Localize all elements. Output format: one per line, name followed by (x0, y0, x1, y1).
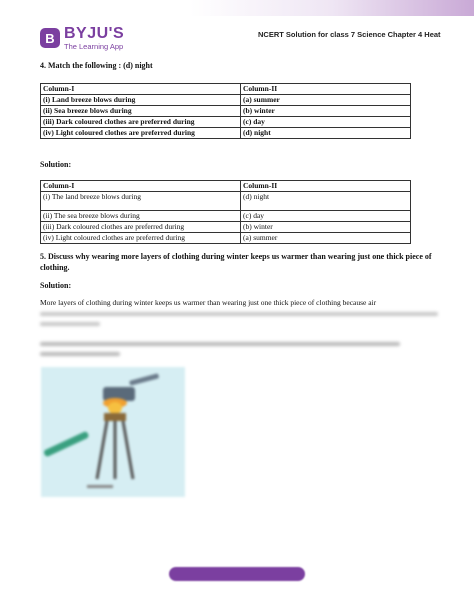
table-header-row (41, 181, 411, 192)
table-row (41, 117, 411, 128)
blurred-text-line (40, 312, 438, 316)
table-row (41, 106, 411, 117)
column-2-header: Column-II (241, 181, 411, 192)
table-cell: (a) summer (241, 95, 411, 106)
table-cell: (iv) Light coloured clothes are preferred during (41, 233, 241, 244)
table-cell: (iv) Light coloured clothes are preferred during (41, 128, 241, 139)
table-row (41, 128, 411, 139)
logo-name: BYJU'S (64, 25, 125, 42)
table-cell: (c) day (241, 211, 411, 222)
table-cell: (i) Land breeze blows during (41, 95, 241, 106)
logo-mark-icon: B (40, 28, 60, 48)
blurred-text-line (40, 322, 100, 326)
table-cell: (a) summer (241, 233, 411, 244)
table-cell: (c) day (241, 117, 411, 128)
table-header-row (41, 84, 411, 95)
table-cell: (ii) The sea breeze blows during (41, 211, 241, 222)
logo-tagline: The Learning App (64, 42, 124, 51)
solution-5-label: Solution: (40, 281, 72, 290)
top-gradient-band (0, 0, 474, 16)
document-header-title: NCERT Solution for class 7 Science Chapter 4 Heat (258, 30, 441, 39)
column-1-header: Column-I (41, 181, 241, 192)
question-5-heading: 5. Discuss why wearing more layers of clothing during winter keeps us warmer than wearing just one thick piece of clothing. (40, 252, 432, 272)
blurred-question-line (40, 352, 120, 356)
footer-banner (169, 567, 305, 581)
match-table (40, 83, 411, 139)
table-row (41, 222, 411, 233)
column-1-header: Column-I (41, 84, 241, 95)
table-cell: (d) night (241, 192, 411, 211)
table-cell: (ii) Sea breeze blows during (41, 106, 241, 117)
heat-transfer-figure (41, 367, 185, 497)
table-cell: (b) winter (241, 222, 411, 233)
table-cell: (b) winter (241, 106, 411, 117)
solution-4-label: Solution: (40, 160, 72, 169)
question-4-heading: 4. Match the following : (d) night (40, 61, 153, 70)
table-cell: (iii) Dark coloured clothes are preferred during (41, 117, 241, 128)
table-row (41, 95, 411, 106)
byjus-logo (40, 26, 124, 51)
solution-table (40, 180, 411, 244)
answer-5-text: More layers of clothing during winter keeps us warmer than wearing just one thick piece of clothing because air (40, 298, 377, 307)
figure-illustration (41, 367, 185, 497)
column-2-header: Column-II (241, 84, 411, 95)
table-row (41, 192, 411, 211)
table-cell: (iii) Dark coloured clothes are preferred during (41, 222, 241, 233)
blurred-question-line (40, 342, 400, 346)
table-row (41, 233, 411, 244)
table-row (41, 211, 411, 222)
table-cell: (d) night (241, 128, 411, 139)
table-cell: (i) The land breeze blows during (41, 192, 241, 211)
